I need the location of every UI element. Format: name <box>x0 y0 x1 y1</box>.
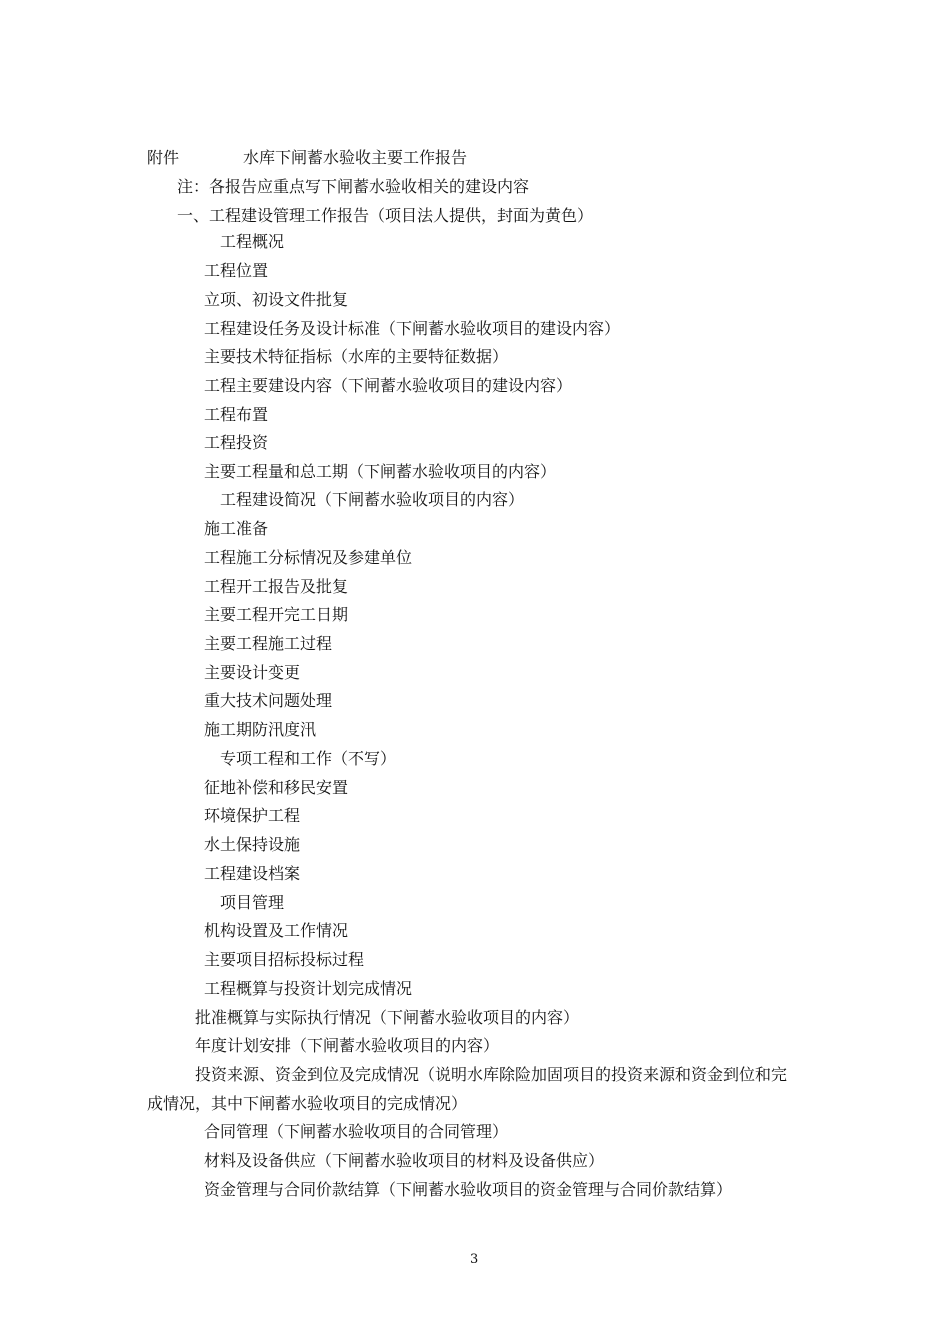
list-item: 工程建设档案 <box>204 864 301 883</box>
list-item: 工程主要建设内容（下闸蓄水验收项目的建设内容） <box>204 376 573 395</box>
subsection-heading: 专项工程和工作（不写） <box>220 749 397 768</box>
list-item: 施工期防汛度汛 <box>204 720 317 739</box>
list-item: 工程建设任务及设计标准（下闸蓄水验收项目的建设内容） <box>204 319 621 338</box>
list-item: 主要工程量和总工期（下闸蓄水验收项目的内容） <box>204 462 557 481</box>
list-item: 工程施工分标情况及参建单位 <box>204 548 413 567</box>
subsection-heading: 工程概况 <box>220 232 285 251</box>
list-item: 机构设置及工作情况 <box>204 921 349 940</box>
list-item: 主要项目招标投标过程 <box>204 950 365 969</box>
list-item-continuation: 成情况，其中下闸蓄水验收项目的完成情况） <box>147 1094 468 1113</box>
document-title: 水库下闸蓄水验收主要工作报告 <box>243 148 468 167</box>
note-line: 注：各报告应重点写下闸蓄水验收相关的建设内容 <box>177 177 530 196</box>
subsection-heading: 项目管理 <box>220 893 285 912</box>
list-item: 工程布置 <box>204 405 269 424</box>
list-item: 资金管理与合同价款结算（下闸蓄水验收项目的资金管理与合同价款结算） <box>204 1180 733 1199</box>
list-item: 征地补偿和移民安置 <box>204 778 349 797</box>
list-item: 主要工程开完工日期 <box>204 605 349 624</box>
attachment-label: 附件 <box>147 148 180 167</box>
list-item: 工程投资 <box>204 433 269 452</box>
list-item: 工程概算与投资计划完成情况 <box>204 979 413 998</box>
list-item: 材料及设备供应（下闸蓄水验收项目的材料及设备供应） <box>204 1151 605 1170</box>
list-item: 合同管理（下闸蓄水验收项目的合同管理） <box>204 1122 509 1141</box>
list-item: 环境保护工程 <box>204 806 301 825</box>
subsection-heading: 工程建设简况（下闸蓄水验收项目的内容） <box>220 490 525 509</box>
list-item: 水土保持设施 <box>204 835 301 854</box>
list-item: 施工准备 <box>204 519 269 538</box>
list-item: 主要技术特征指标（水库的主要特征数据） <box>204 347 509 366</box>
list-item: 立项、初设文件批复 <box>204 290 349 309</box>
page-number: 3 <box>470 1252 479 1267</box>
list-item: 年度计划安排（下闸蓄水验收项目的内容） <box>195 1036 500 1055</box>
list-item: 重大技术问题处理 <box>204 691 333 710</box>
list-item: 批准概算与实际执行情况（下闸蓄水验收项目的内容） <box>195 1008 580 1027</box>
list-item: 主要工程施工过程 <box>204 634 333 653</box>
list-item: 投资来源、资金到位及完成情况（说明水库除险加固项目的投资来源和资金到位和完 <box>195 1065 788 1084</box>
section-heading: 一、工程建设管理工作报告（项目法人提供，封面为黄色） <box>177 206 594 225</box>
list-item: 主要设计变更 <box>204 663 301 682</box>
list-item: 工程位置 <box>204 261 269 280</box>
list-item: 工程开工报告及批复 <box>204 577 349 596</box>
